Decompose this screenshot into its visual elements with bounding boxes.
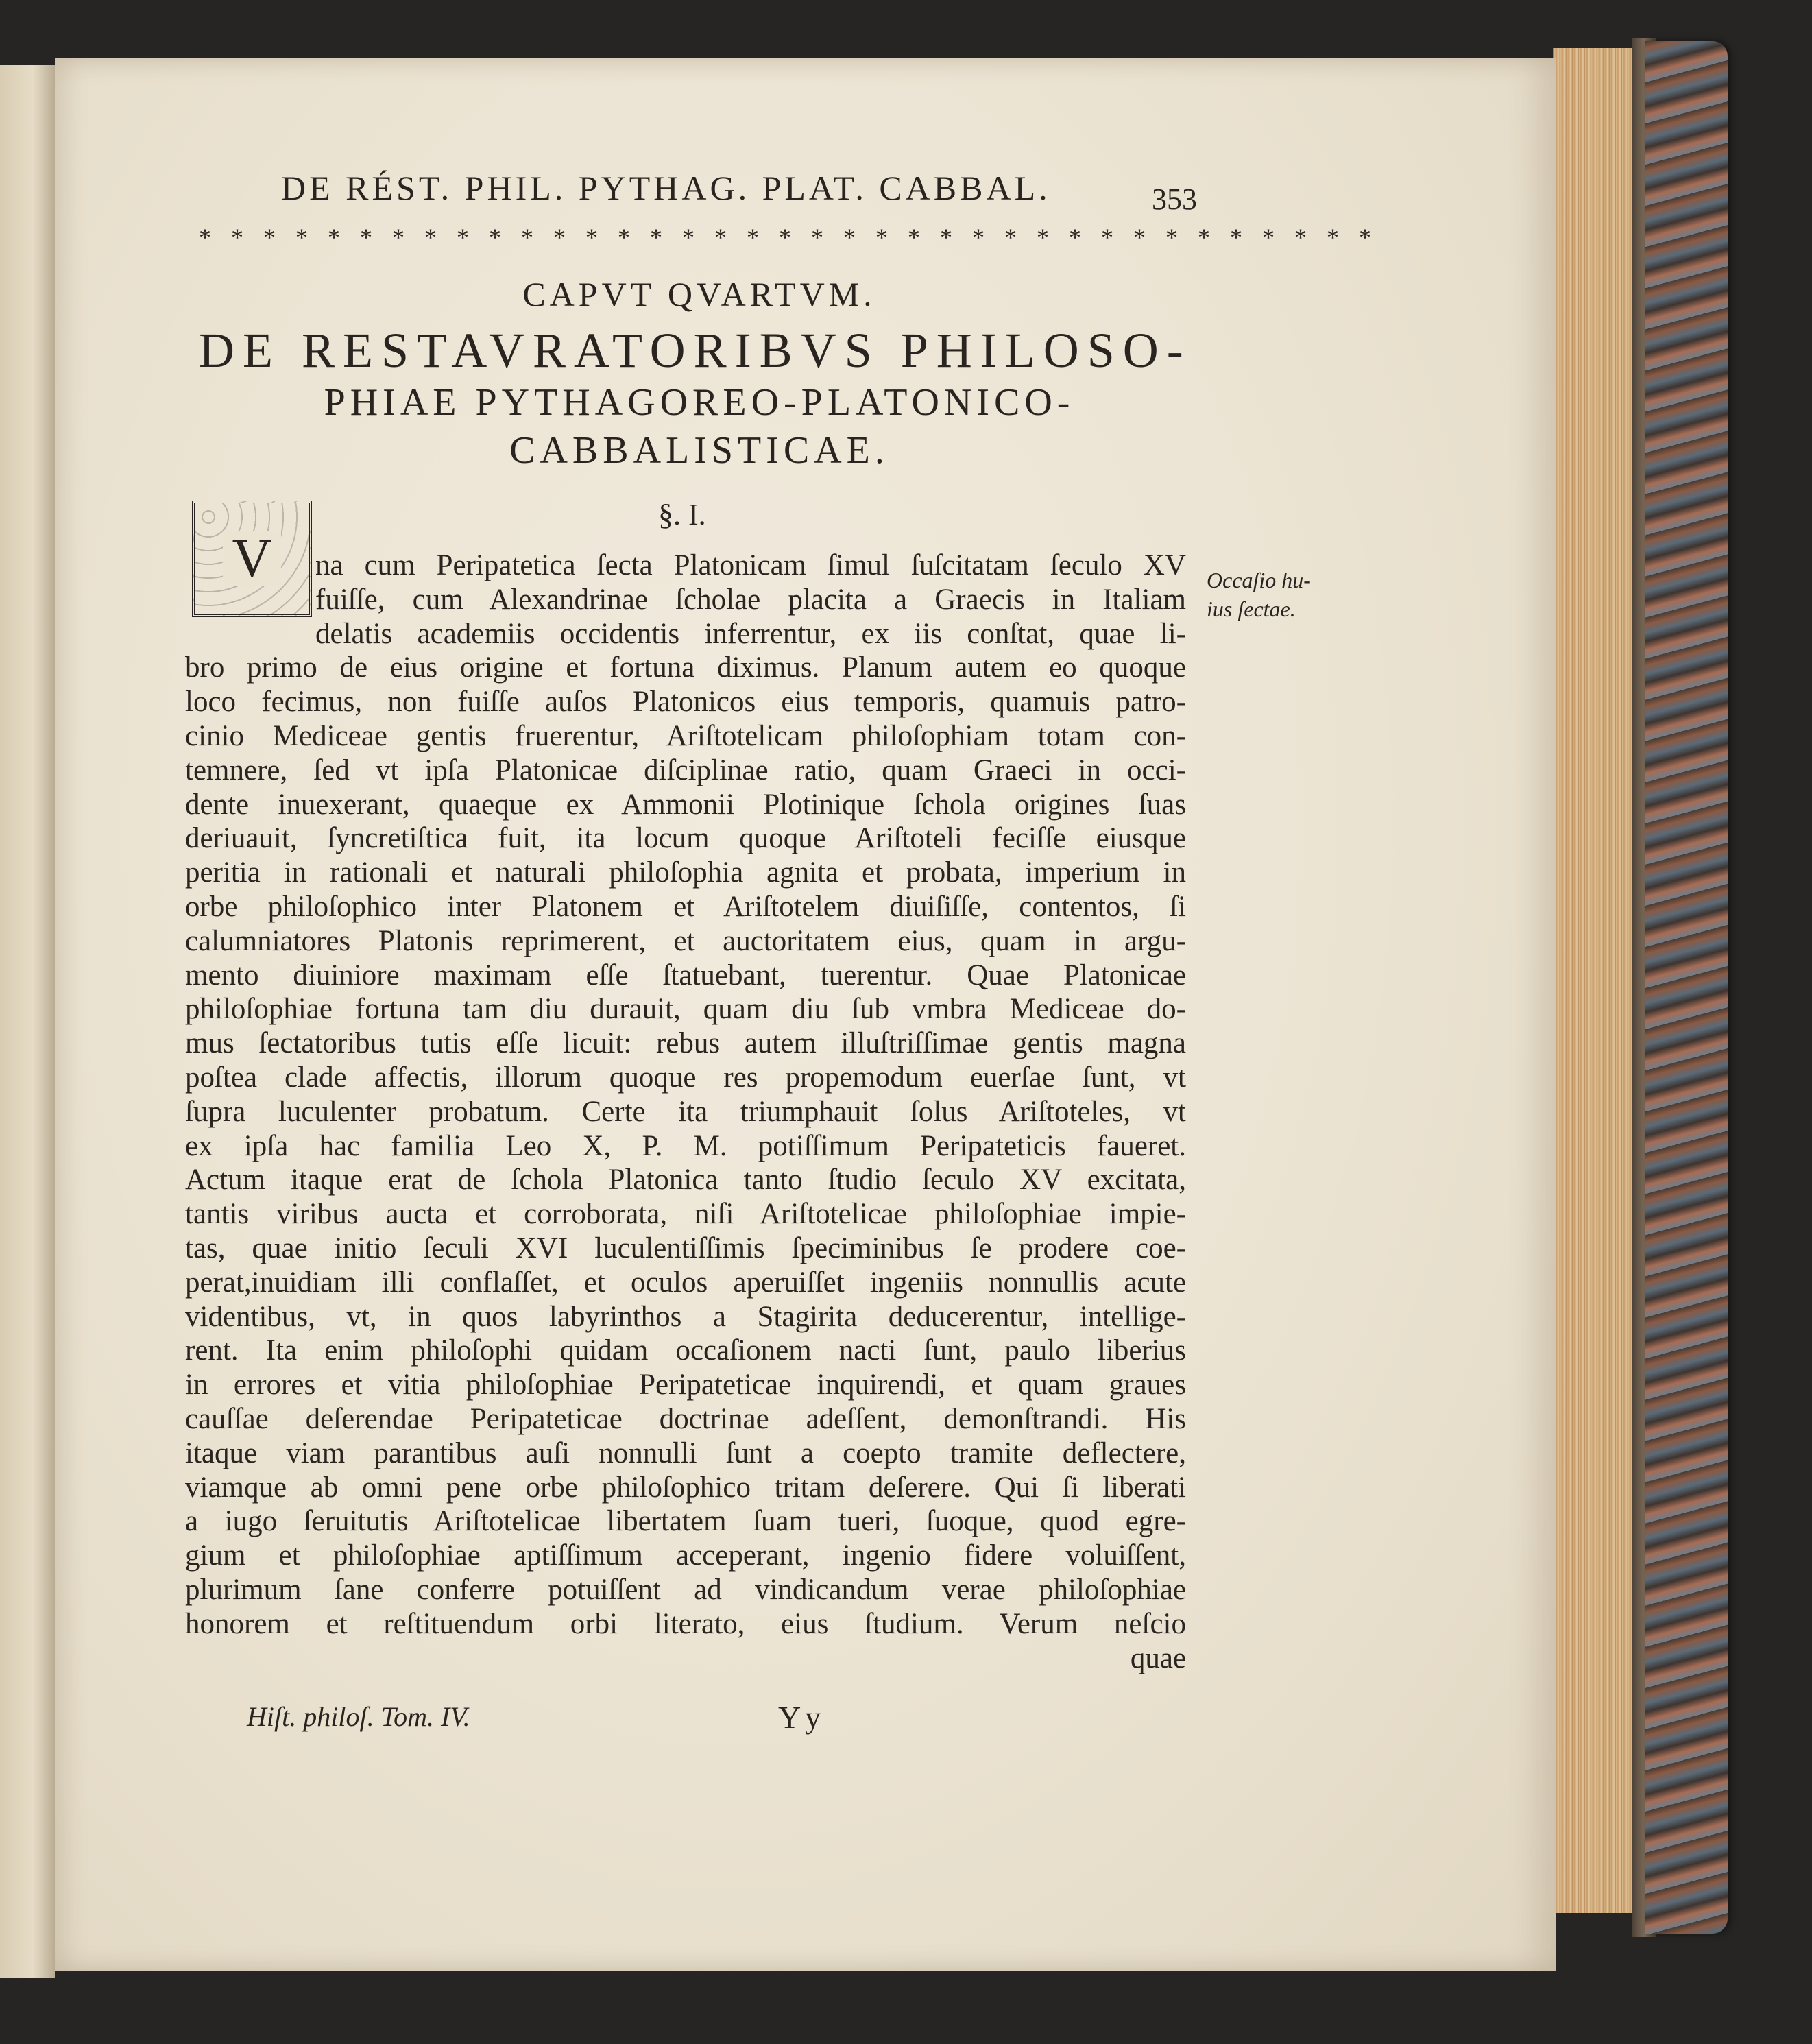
body-line: viamque ab omni pene orbe philoſophico tritam deſerere. Qui ſi liberati xyxy=(185,1471,1186,1504)
title-line-3: CABBALISTICAE. xyxy=(509,429,889,472)
body-line: Actum itaque erat de ſchola Platonica tanto ſtudio ſeculo XV excitata, xyxy=(185,1164,1186,1197)
body-line: mus ſectatoribus tutis eſſe licuit: rebus autem illuſtriſſimae gentis magna xyxy=(185,1027,1186,1060)
body-line: deriuauit, ſyncretiſtica fuit, ita locum quoque Ariſtoteli feciſſe eiusque xyxy=(185,822,1186,855)
chapter-heading: CAPVT QVARTVM. xyxy=(522,275,876,313)
margin-note-line: ius ſectae. xyxy=(1207,597,1296,621)
footer-volume: Hiſt. philoſ. Tom. IV. xyxy=(247,1701,470,1732)
title-line-2: PHIAE PYTHAGOREO-PLATONICO- xyxy=(324,381,1075,424)
margin-note-line: Occaſio hu- xyxy=(1207,568,1311,592)
body-line: bro primo de eius origine et fortuna diximus. Planum autem eo quoque xyxy=(185,651,1186,684)
body-line: peritia in rationali et naturali philoſophia agnita et probata, imperium in xyxy=(185,856,1186,889)
body-line: videntibus, vt, in quos labyrinthos a Stagirita deducerentur, intellige- xyxy=(185,1300,1186,1333)
body-line: loco fecimus, non fuiſſe auſos Platonicos eius temporis, quamuis patro- xyxy=(185,686,1186,719)
body-line: temnere, ſed vt ipſa Platonicae diſciplinae ratio, quam Graeci in occi- xyxy=(185,754,1186,786)
body-line: ex ipſa hac familia Leo X, P. M. potiſſimum Peripateticis faueret. xyxy=(185,1129,1186,1162)
body-line: itaque viam parantibus auſi nonnulli ſunt a coepto tramite deflectere, xyxy=(185,1436,1186,1469)
body-line: mento diuiniore maximam eſſe ſtatuebant, tuerentur. Quae Platonicae xyxy=(185,959,1186,991)
body-line: plurimum ſane conferre potuiſſent ad vindicandum verae philoſophiae xyxy=(185,1573,1186,1606)
body-line: cinio Mediceae gentis fruerentur, Ariſtotelicam philoſophiam totam con- xyxy=(185,719,1186,752)
body-line: gium et philoſophiae aptiſſimum acceperant, ingenio fidere voluiſſent, xyxy=(185,1539,1186,1572)
page-number: 353 xyxy=(1152,182,1197,216)
body-line: a iugo ſeruitutis Ariſtotelicae libertatem ſuam tueri, ſuoque, quod egre- xyxy=(185,1505,1186,1538)
body-text xyxy=(185,549,1186,1675)
body-line: perat,inuidiam illi conflaſſet, et oculos aperuiſſet ingeniis nonnullis acute xyxy=(185,1266,1186,1299)
body-line: cauſſae deſerendae Peripateticae doctrinae adeſſent, demonſtrandi. His xyxy=(185,1402,1186,1435)
body-line: ſupra luculenter probatum. Certe ita triumphauit ſolus Ariſtoteles, vt xyxy=(185,1095,1186,1128)
running-head: DE RÉST. PHIL. PYTHAG. PLAT. CABBAL. xyxy=(281,169,1051,207)
body-line: dente inuexerant, quaeque ex Ammonii Plotinique ſchola origines ſuas xyxy=(185,788,1186,821)
body-line: fuiſſe, cum Alexandrinae ſcholae placita a Graecis in Italiam xyxy=(315,583,1186,616)
body-line: rent. Ita enim philoſophi quidam occaſionem nacti ſunt, paulo liberius xyxy=(185,1334,1186,1367)
previous-page-edge xyxy=(0,65,55,1978)
body-line: in errores et vitia philoſophiae Peripateticae inquirendi, et quam graues xyxy=(185,1369,1186,1402)
body-line: philoſophiae fortuna tam diu durauit, quam diu ſub vmbra Mediceae do- xyxy=(185,993,1186,1026)
body-line: delatis academiis occidentis inferrentur, ex iis conſtat, quae li- xyxy=(315,617,1186,650)
body-line: honorem et reſtituendum orbi literato, eius ſtudium. Verum neſcio xyxy=(185,1607,1186,1640)
body-line: tas, quae initio ſeculi XVI luculentiſſimis ſpeciminibus ſe prodere coe- xyxy=(185,1231,1186,1264)
body-line: orbe philoſophico inter Platonem et Ariſtotelem diuiſiſſe, contentos, ſi xyxy=(185,890,1186,923)
marbled-cover xyxy=(1645,41,1728,1934)
body-line: tantis viribus aucta et corroborata, niſi Ariſtotelicae philoſophiae impie- xyxy=(185,1198,1186,1231)
body-line: quae xyxy=(1130,1642,1186,1674)
initial-letter: V xyxy=(223,531,282,586)
body-line: poſtea clade affectis, illorum quoque res propemodum euerſae ſunt, vt xyxy=(185,1061,1186,1094)
title-line-1: DE RESTAVRATORIBVS PHILOSO- xyxy=(199,323,1192,378)
body-line: calumniatores Platonis reprimerent, et auctoritatem eius, quam in argu- xyxy=(185,924,1186,957)
section-mark: §. I. xyxy=(658,498,706,531)
body-line: na cum Peripatetica ſecta Platonicam ſimul ſuſcitatam ſeculo XV xyxy=(315,549,1186,581)
margin-note xyxy=(1207,566,1330,623)
signature-mark: Yy xyxy=(778,1700,825,1735)
asterisk-ornament-rule: * * * * * * * * * * * * * * * * * * * * * * * * * * * * * * * * * * * * * xyxy=(199,224,1378,251)
